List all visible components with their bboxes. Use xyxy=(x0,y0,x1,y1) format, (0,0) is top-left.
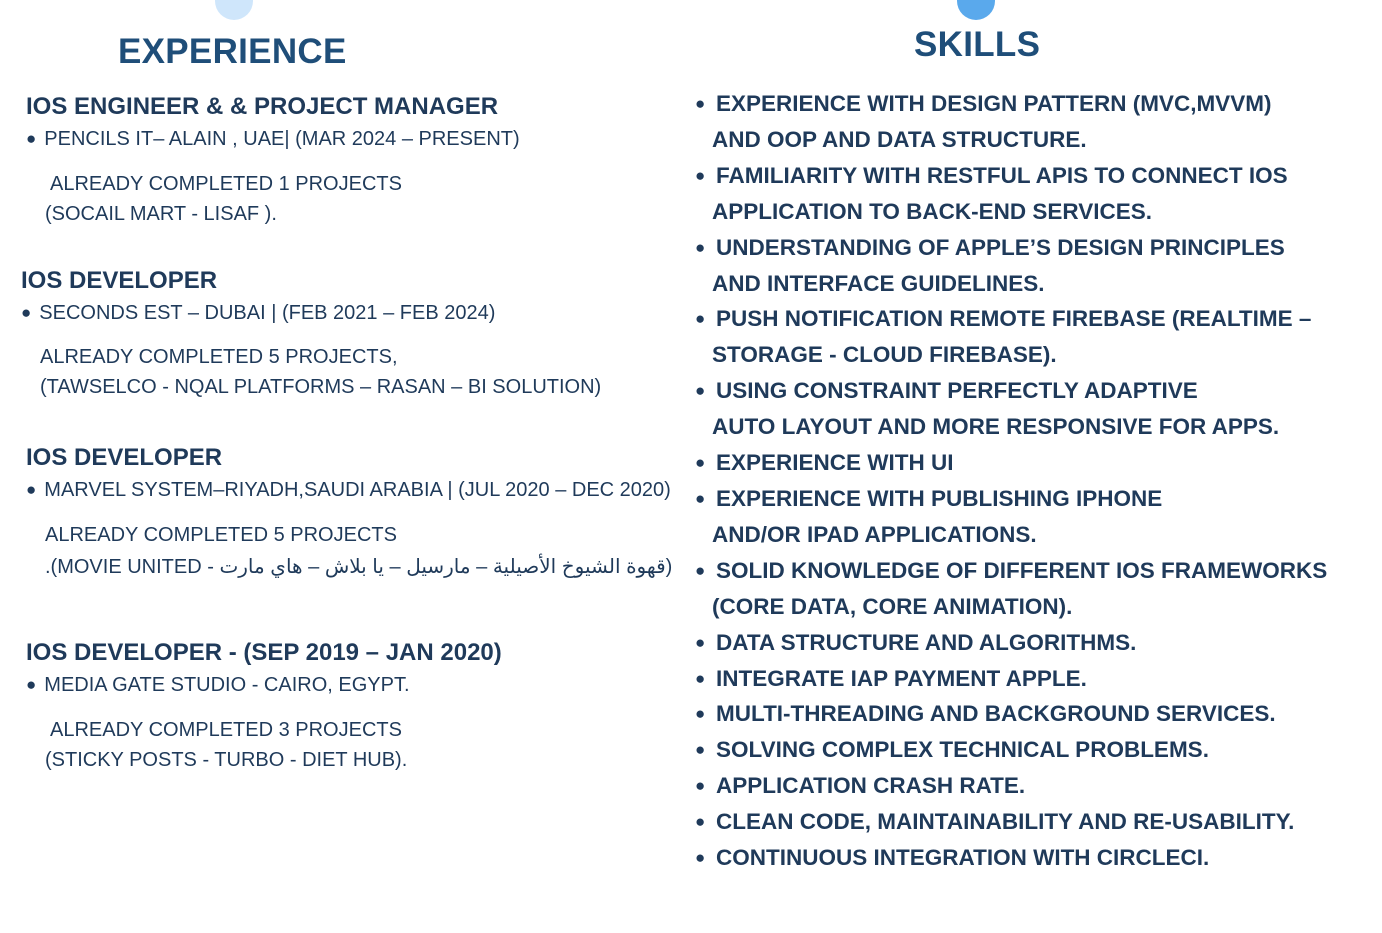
skill-item: ● SOLID KNOWLEDGE OF DIFFERENT IOS FRAMEWORKS (CORE DATA, CORE ANIMATION). xyxy=(695,553,1365,625)
bullet-icon: ● xyxy=(695,632,706,652)
job-projects: (TAWSELCO - NQAL PLATFORMS – RASAN – BI SOLUTION) xyxy=(40,376,602,398)
skill-item: ● USING CONSTRAINT PERFECTLY ADAPTIVE AUTO LAYOUT AND MORE RESPONSIVE FOR APPS. xyxy=(695,373,1365,445)
bullet-icon: ● xyxy=(695,560,706,580)
skill-item: ● INTEGRATE IAP PAYMENT APPLE. xyxy=(695,661,1365,697)
job-title: IOS DEVELOPER xyxy=(21,267,218,294)
bullet-icon: ● xyxy=(695,812,706,832)
bullet-icon: ● xyxy=(26,675,37,694)
bullet-icon: ● xyxy=(695,165,706,185)
bullet-icon: ● xyxy=(695,488,706,508)
bullet-icon: ● xyxy=(695,704,706,724)
bullet-icon: ● xyxy=(695,94,706,113)
skill-item: ● EXPERIENCE WITH DESIGN PATTERN (MVC,MVVM) AND OOP AND DATA STRUCTURE. xyxy=(695,86,1365,158)
job-company: ● PENCILS IT– ALAIN , UAE| (MAR 2024 – PRESENT) xyxy=(26,128,520,150)
bullet-icon: ● xyxy=(26,129,37,148)
bullet-icon: ● xyxy=(695,776,706,796)
bullet-icon: ● xyxy=(695,237,706,257)
job-title: IOS DEVELOPER xyxy=(26,444,223,471)
job-title: IOS ENGINEER & & PROJECT MANAGER xyxy=(26,93,499,120)
skills-heading: SKILLS xyxy=(914,25,1041,64)
bullet-icon: ● xyxy=(695,309,706,329)
job-company: ● SECONDS EST – DUBAI | (FEB 2021 – FEB 2024) xyxy=(21,302,496,324)
skill-item: ● EXPERIENCE WITH UI xyxy=(695,445,1365,481)
skill-item: ● CLEAN CODE, MAINTAINABILITY AND RE-USABILITY. xyxy=(695,804,1365,840)
decorative-circle-left xyxy=(215,0,253,20)
bullet-icon: ● xyxy=(26,480,37,499)
bullet-icon: ● xyxy=(695,381,706,401)
job-note: ALREADY COMPLETED 3 PROJECTS xyxy=(50,719,402,741)
skills-list xyxy=(695,86,1365,876)
skill-item: ● APPLICATION CRASH RATE. xyxy=(695,768,1365,804)
bullet-icon: ● xyxy=(695,740,706,760)
skill-item: ● DATA STRUCTURE AND ALGORITHMS. xyxy=(695,625,1365,661)
job-projects: (قهوة الشيوخ الأصيلية – مارسيل – يا بلاش – هاي مارت - MOVIE UNITED). xyxy=(45,556,673,578)
job-note: ALREADY COMPLETED 1 PROJECTS xyxy=(50,173,402,195)
bullet-icon: ● xyxy=(695,668,706,688)
skill-item: ● PUSH NOTIFICATION REMOTE FIREBASE (REALTIME – STORAGE - CLOUD FIREBASE). xyxy=(695,301,1365,373)
job-company: ● MARVEL SYSTEM–RIYADH,SAUDI ARABIA | (JUL 2020 – DEC 2020) xyxy=(26,479,671,501)
skill-item: ● CONTINUOUS INTEGRATION WITH CIRCLECI. xyxy=(695,840,1365,876)
job-note: ALREADY COMPLETED 5 PROJECTS, xyxy=(40,346,398,368)
experience-heading: EXPERIENCE xyxy=(118,32,347,71)
job-projects: (STICKY POSTS - TURBO - DIET HUB). xyxy=(45,749,408,771)
decorative-circle-right xyxy=(957,0,995,20)
job-title: IOS DEVELOPER - (SEP 2019 – JAN 2020) xyxy=(26,639,502,666)
bullet-icon: ● xyxy=(695,848,706,868)
skill-item: ● MULTI-THREADING AND BACKGROUND SERVICES. xyxy=(695,696,1365,732)
skill-item: ● FAMILIARITY WITH RESTFUL APIS TO CONNECT IOS APPLICATION TO BACK-END SERVICES. xyxy=(695,158,1365,230)
bullet-icon: ● xyxy=(21,303,32,322)
job-company: ● MEDIA GATE STUDIO - CAIRO, EGYPT. xyxy=(26,674,410,696)
job-projects: (SOCAIL MART - LISAF ). xyxy=(45,203,277,225)
job-note: ALREADY COMPLETED 5 PROJECTS xyxy=(45,524,397,546)
bullet-icon: ● xyxy=(695,453,706,473)
skill-item: ● EXPERIENCE WITH PUBLISHING IPHONE AND/OR IPAD APPLICATIONS. xyxy=(695,481,1365,553)
skill-item: ● UNDERSTANDING OF APPLE’S DESIGN PRINCIPLES AND INTERFACE GUIDELINES. xyxy=(695,230,1365,302)
skill-item: ● SOLVING COMPLEX TECHNICAL PROBLEMS. xyxy=(695,732,1365,768)
